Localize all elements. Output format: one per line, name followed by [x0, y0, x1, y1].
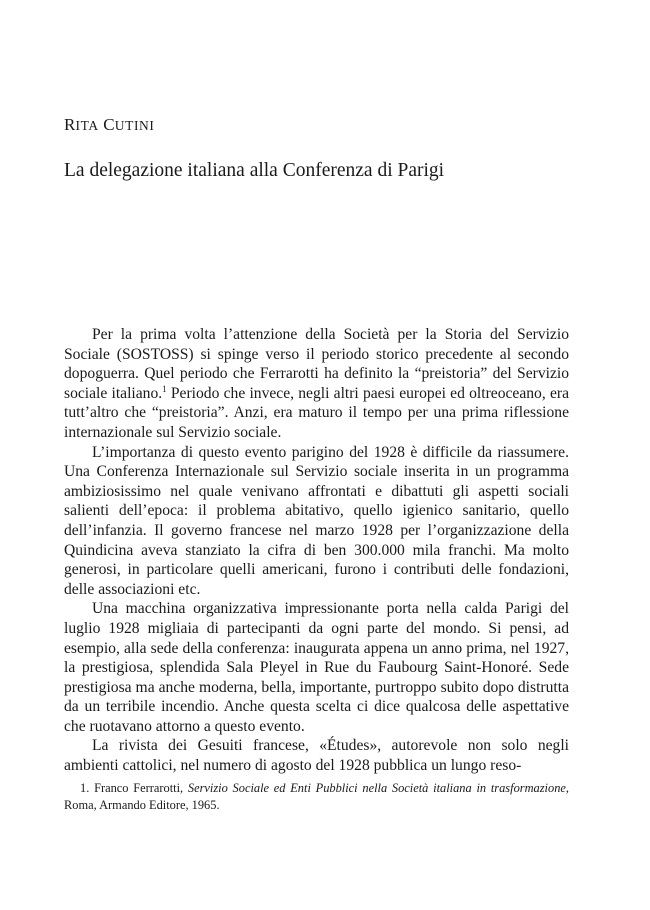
author-first-initial: R	[64, 115, 76, 134]
footnote-reference: 1	[162, 383, 167, 394]
footnote-author: Franco Ferrarotti,	[94, 781, 188, 795]
author-last-rest: UTINI	[114, 118, 155, 133]
author-first-rest: ITA	[75, 118, 99, 133]
body-text	[64, 325, 569, 776]
paragraph-4: La rivista dei Gesuiti francese, «Études», autorevole non solo negli ambienti cattolici, nel numero di agosto del 1928 pubblica un lungo reso-	[64, 737, 569, 775]
paragraph-1-part-a: Per la prima volta l’attenzione della Società per la Storia del Servizio Sociale (SOSTOSS) si spinge verso il periodo storico precedente al secondo dopoguerra. Quel periodo che Ferrarotti ha definito la “preistoria” del Servizio sociale italiano.	[64, 326, 569, 402]
paragraph-3: Una macchina organizzativa impressionante porta nella calda Parigi del luglio 1928 migliaia di partecipanti da ogni parte del mondo. Si pensi, ad esempio, alla sede della conferenza: inaugurata appena un anno prima, nel 1927, la prestigiosa, splendida Sala Pleyel in Rue du Faubourg Saint-Honoré. Sede prestigiosa ma anche moderna, bella, importante, purtroppo subito dopo distrutta da un terribile incendio. Anche questa scelta ci dice qualcosa delle aspettative che ruotavano attorno a questo evento.	[64, 600, 569, 735]
footnote	[64, 780, 569, 814]
footnote-work-title: Servizio Sociale ed Enti Pubblici nella Società italiana in trasformazione	[187, 781, 566, 795]
paragraph-1	[64, 325, 569, 443]
chapter-title: La delegazione italiana alla Conferenza di Parigi	[64, 160, 445, 181]
paragraph-1-part-b: Periodo che invece, negli altri paesi europei ed oltreoceano, era tutt’altro che “preistoria”. Anzi, era maturo il tempo per una prima riflessione internazionale sul Servizio sociale.	[64, 384, 569, 441]
footnote-1	[64, 780, 569, 814]
chapter-author	[64, 113, 155, 138]
footnote-number: 1.	[80, 781, 95, 795]
paragraph-2: L’importanza di questo evento parigino del 1928 è difficile da riassumere. Una Conferenza Internazionale sul Servizio sociale inserita in un programma ambiziosissimo nel quale venivano affrontati e dibattuti gli aspetti sociali salienti dell’epoca: il problema abitativo, quello igienico sanitario, quello dell’infanzia. Il governo francese nel marzo 1928 per l’organizzazione della Quindicina aveva stanziato la cifra di ben 300.000 mila franchi. Ma molto generosi, in particolare quelli americani, furono i contributi delle fondazioni, delle associazioni etc.	[64, 443, 569, 598]
author-last-initial: C	[103, 115, 115, 134]
footnote-publication: , Roma, Armando Editore, 1965.	[64, 781, 569, 812]
